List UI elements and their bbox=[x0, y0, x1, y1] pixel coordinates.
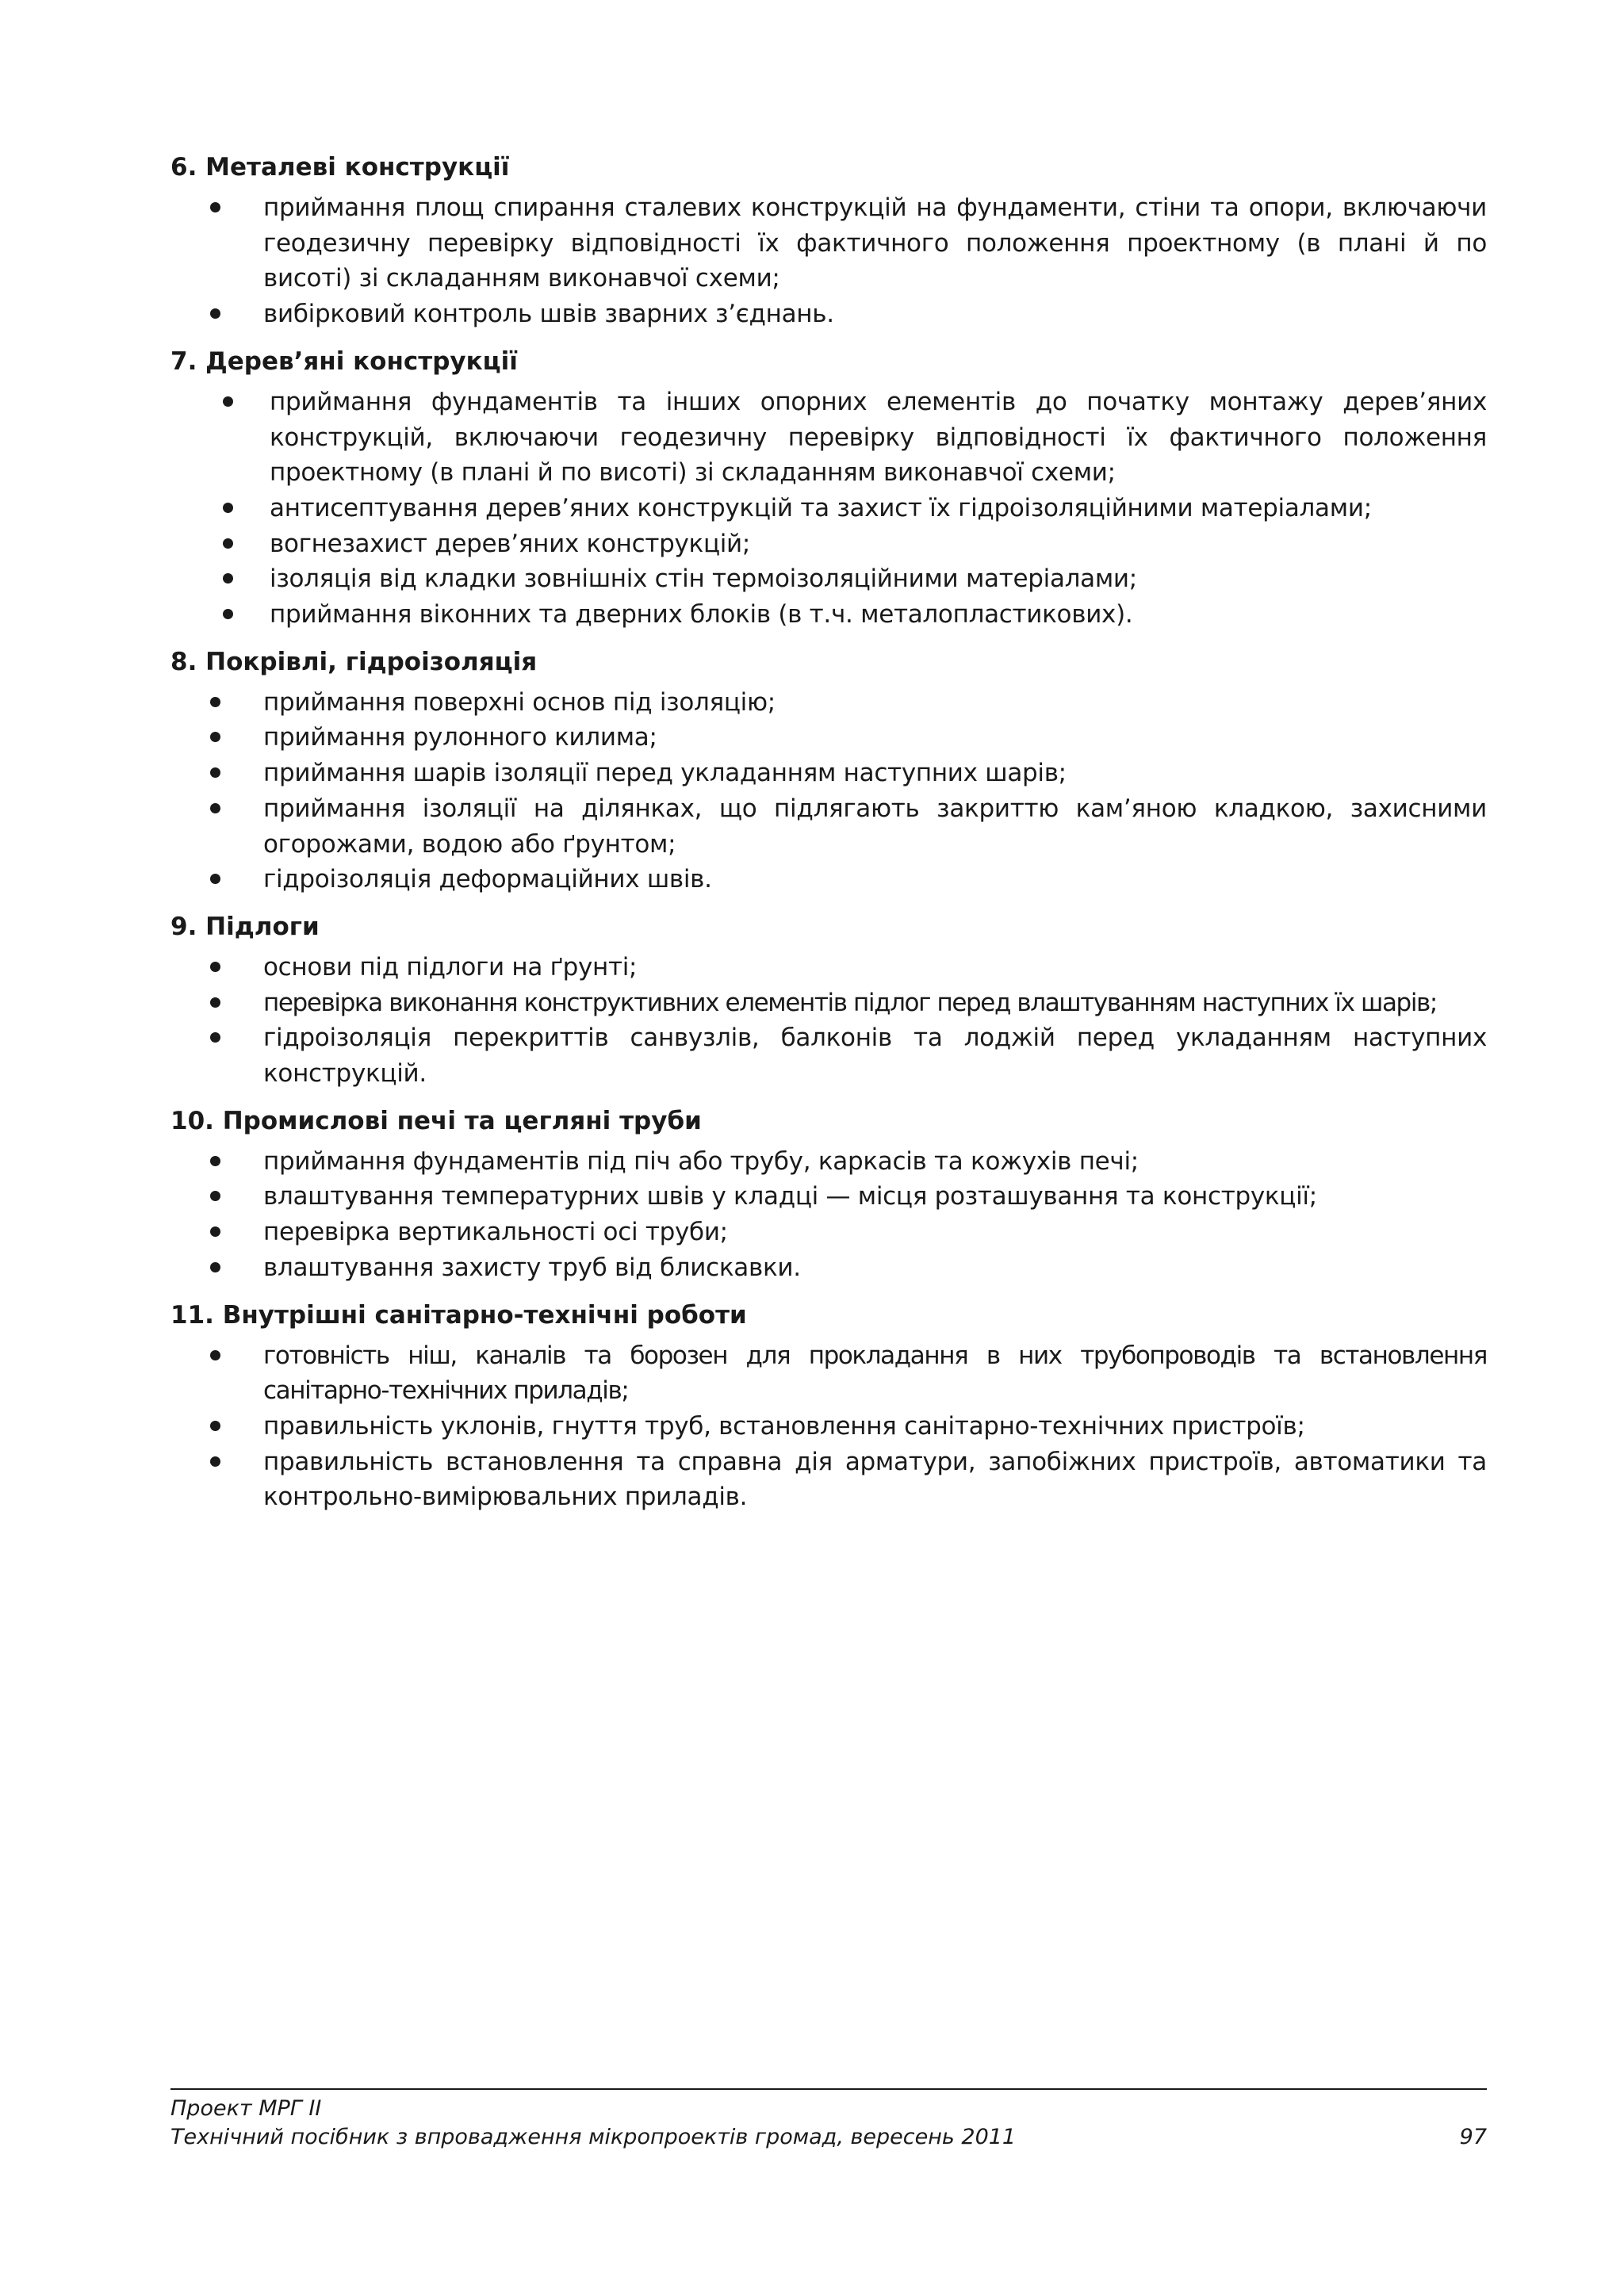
list-item-text: ізоляція від кладки зовнішніх стін термоізоляційними матеріалами; bbox=[270, 564, 1137, 594]
section-title: 10. Промислові печі та цегляні труби bbox=[170, 1106, 702, 1135]
list-item-text: вибірковий контроль швів зварних з’єднань. bbox=[263, 300, 834, 329]
list-item bbox=[170, 1215, 1487, 1250]
list-item-text: гідроізоляція перекриттів санвузлів, балконів та лоджій перед укладанням наступних конструкцій. bbox=[263, 1024, 1487, 1089]
list-item-text: влаштування температурних швів у кладці — місця розташування та конструкції; bbox=[263, 1182, 1317, 1211]
list-item bbox=[170, 985, 1487, 1021]
list-item bbox=[170, 1409, 1487, 1445]
bullet-icon bbox=[210, 874, 220, 884]
list-item bbox=[170, 1250, 1487, 1286]
bullet-icon bbox=[210, 697, 220, 707]
bullet-icon bbox=[210, 1226, 220, 1237]
list-item bbox=[170, 385, 1487, 491]
bullet-icon bbox=[223, 609, 233, 619]
bullet-icon bbox=[210, 1032, 220, 1043]
bullet-icon bbox=[210, 803, 220, 813]
list-item-text: приймання поверхні основ під ізоляцію; bbox=[263, 687, 776, 717]
bullet-icon bbox=[210, 1262, 220, 1272]
list-item-text: правильність встановлення та справна дія арматури, запобіжних пристроїв, автоматики та контрольно-вимірювальних приладів. bbox=[263, 1447, 1487, 1512]
list-item bbox=[170, 756, 1487, 791]
bullet-list bbox=[170, 685, 1487, 897]
list-item bbox=[170, 1445, 1487, 1515]
bullet-icon bbox=[223, 573, 233, 584]
bullet-icon bbox=[210, 1191, 220, 1201]
list-item bbox=[170, 297, 1487, 332]
section-title: 7. Дерев’яні конструкції bbox=[170, 346, 518, 376]
list-item-text: вогнезахист дерев’яних конструкцій; bbox=[270, 529, 751, 558]
bullet-icon bbox=[210, 962, 220, 972]
bullet-icon bbox=[210, 308, 220, 319]
bullet-list bbox=[170, 1144, 1487, 1286]
section-sanitary-works bbox=[170, 1297, 1487, 1516]
list-item-text: приймання рулонного килима; bbox=[263, 723, 657, 752]
list-item-text: перевірка виконання конструктивних елементів підлог перед влаштуванням наступних їх шарів; bbox=[263, 988, 1437, 1017]
bullet-list bbox=[170, 1338, 1487, 1516]
list-item-text: влаштування захисту труб від блискавки. bbox=[263, 1253, 801, 1282]
footer-publication-title: Технічний посібник з впровадження мікропроектів громад, вересень 2011 bbox=[170, 2125, 1017, 2149]
bullet-icon bbox=[223, 503, 233, 513]
list-item-text: приймання площ спирання сталевих конструкцій на фундаменти, стіни та опори, включаючи геодезичну перевірку відповідності їх фактичного положення проектному (в плані й по висоті) зі складанням виконавчої схеми; bbox=[263, 193, 1487, 293]
bullet-list bbox=[170, 190, 1487, 332]
bullet-icon bbox=[210, 202, 220, 212]
footer-row bbox=[170, 2123, 1487, 2152]
page-footer bbox=[170, 2088, 1487, 2152]
list-item bbox=[170, 950, 1487, 985]
section-wooden-structures bbox=[170, 343, 1487, 633]
page-number: 97 bbox=[1459, 2125, 1487, 2149]
list-item-text: гідроізоляція деформаційних швів. bbox=[263, 865, 712, 894]
list-item bbox=[170, 862, 1487, 897]
list-item-text: правильність уклонів, гнуття труб, встановлення санітарно-технічних пристроїв; bbox=[263, 1411, 1305, 1441]
section-roofing-waterproofing bbox=[170, 644, 1487, 897]
list-item-text: основи під підлоги на ґрунті; bbox=[263, 952, 638, 982]
section-title: 9. Підлоги bbox=[170, 912, 320, 941]
bullet-icon bbox=[210, 997, 220, 1008]
section-title: 8. Покрівлі, гідроізоляція bbox=[170, 647, 538, 676]
bullet-icon bbox=[223, 538, 233, 549]
list-item bbox=[170, 791, 1487, 862]
section-industrial-furnaces bbox=[170, 1103, 1487, 1286]
list-item-text: антисептування дерев’яних конструкцій та захист їх гідроізоляційними матеріалами; bbox=[270, 493, 1372, 522]
list-item-text: приймання ізоляції на ділянках, що підлягають закриттю кам’яною кладкою, захисними огорожами, водою або ґрунтом; bbox=[263, 794, 1487, 859]
list-item-text: готовність ніш, каналів та борозен для прокладання в них трубопроводів та встановлення санітарно-технічних приладів; bbox=[263, 1341, 1487, 1406]
page-content bbox=[170, 149, 1487, 1515]
list-item bbox=[170, 597, 1487, 633]
list-item-text: приймання фундаментів під піч або трубу, каркасів та кожухів печі; bbox=[263, 1146, 1139, 1176]
bullet-icon bbox=[210, 1421, 220, 1431]
bullet-icon bbox=[210, 732, 220, 742]
section-title: 6. Металеві конструкції bbox=[170, 153, 510, 182]
list-item-text: приймання фундаментів та інших опорних елементів до початку монтажу дерев’яних конструкцій, включаючи геодезичну перевірку відповідності їх фактичного положення проектному (в плані й по висоті) зі складанням виконавчої схеми; bbox=[270, 387, 1487, 488]
bullet-list bbox=[170, 950, 1487, 1092]
list-item bbox=[170, 1144, 1487, 1180]
bullet-icon bbox=[210, 1456, 220, 1467]
section-floors bbox=[170, 909, 1487, 1092]
list-item bbox=[170, 1020, 1487, 1091]
bullet-icon bbox=[210, 1156, 220, 1166]
list-item bbox=[170, 526, 1487, 562]
list-item bbox=[170, 190, 1487, 297]
bullet-icon bbox=[210, 767, 220, 778]
bullet-list bbox=[170, 385, 1487, 633]
section-metal-structures bbox=[170, 149, 1487, 332]
bullet-icon bbox=[210, 1350, 220, 1360]
bullet-icon bbox=[223, 396, 233, 407]
footer-divider bbox=[170, 2088, 1487, 2090]
list-item bbox=[170, 720, 1487, 756]
list-item-text: приймання шарів ізоляції перед укладанням наступних шарів; bbox=[263, 759, 1067, 788]
list-item bbox=[170, 685, 1487, 721]
list-item bbox=[170, 1338, 1487, 1409]
footer-project-name: Проект МРГ ІІ bbox=[170, 2096, 322, 2121]
section-title: 11. Внутрішні санітарно-технічні роботи bbox=[170, 1300, 747, 1330]
list-item bbox=[170, 1179, 1487, 1215]
list-item-text: перевірка вертикальності осі труби; bbox=[263, 1218, 728, 1247]
list-item-text: приймання віконних та дверних блоків (в т.ч. металопластикових). bbox=[270, 600, 1133, 629]
list-item bbox=[170, 491, 1487, 526]
list-item bbox=[170, 561, 1487, 597]
